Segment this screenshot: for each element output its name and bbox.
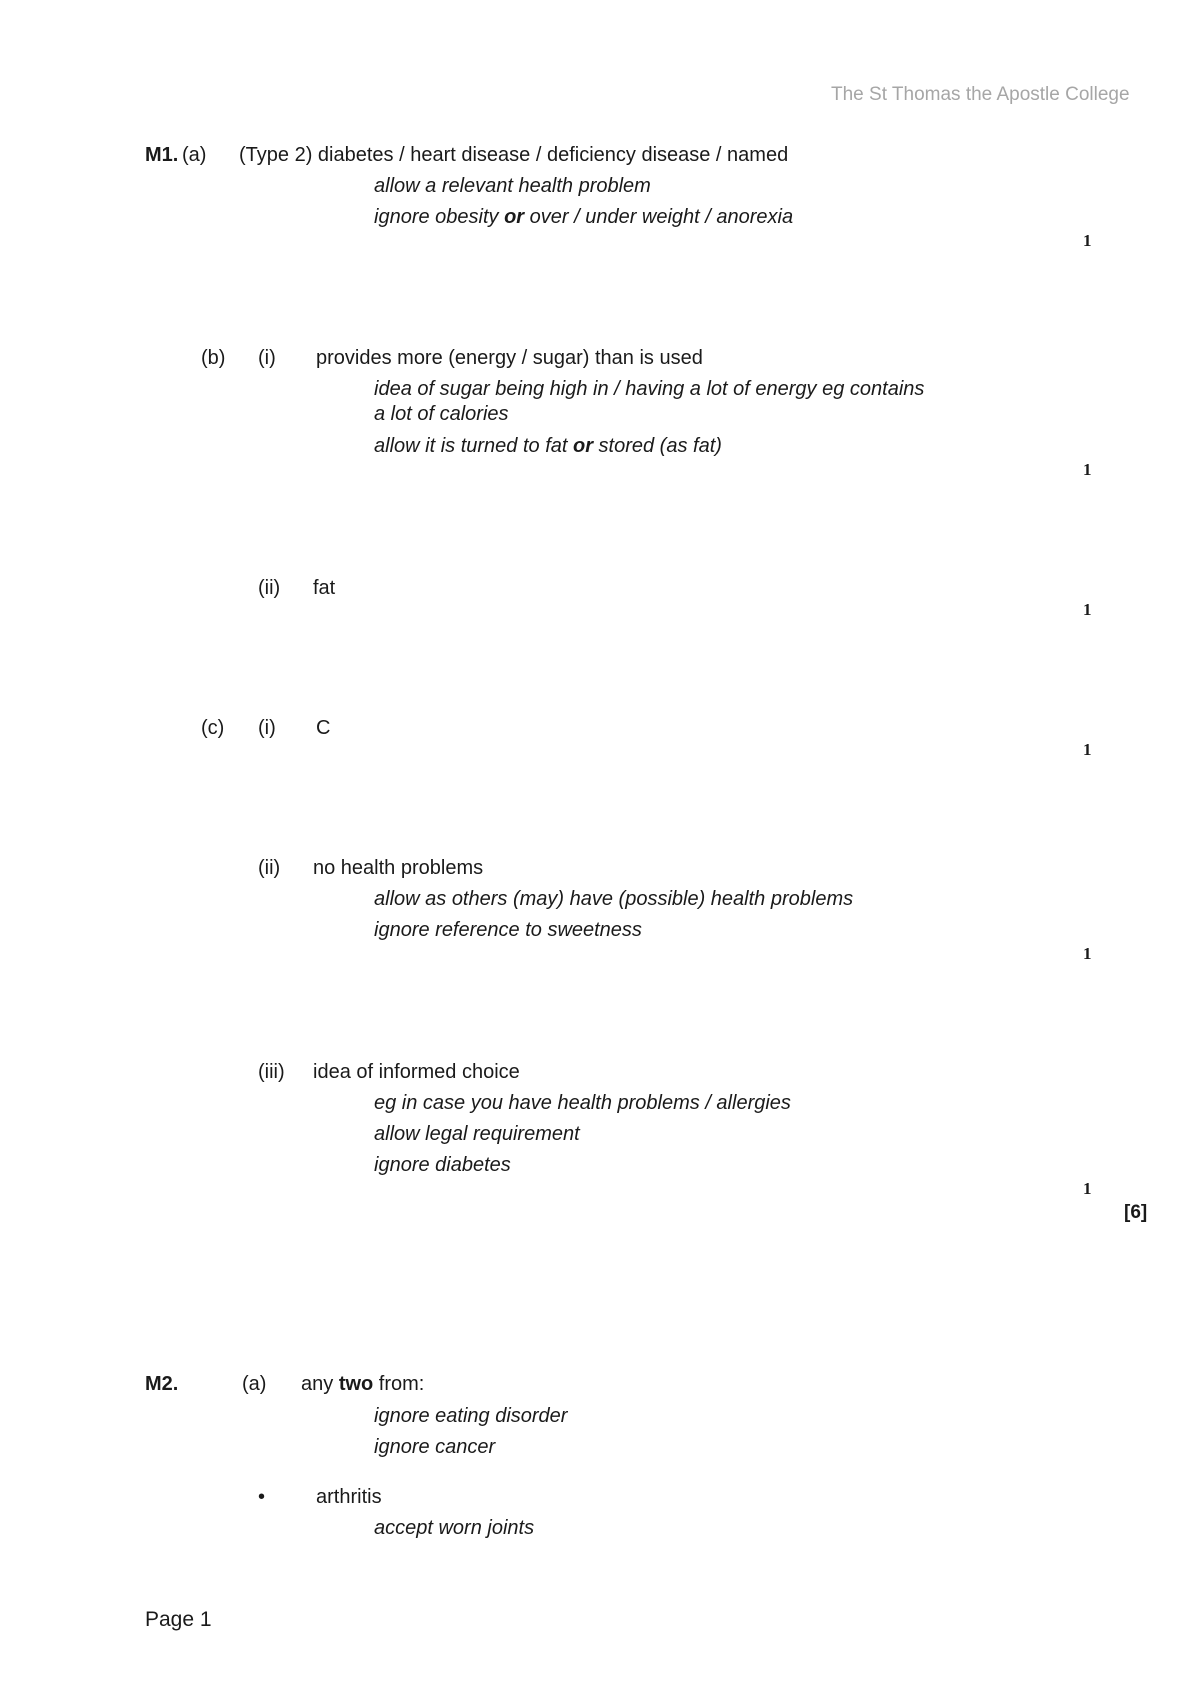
answer-text: provides more (energy / sugar) than is used xyxy=(316,347,703,369)
marking-note: idea of sugar being high in / having a lot of energy eg contains a lot of calories xyxy=(374,378,925,425)
subpart-label-i: (i) xyxy=(258,347,276,369)
part-label-c: (c) xyxy=(201,717,225,739)
mark-value: 1 xyxy=(1083,460,1092,479)
answer-text: C xyxy=(316,717,331,739)
answer-intro: any two from: xyxy=(301,1373,425,1395)
part-label-a: (a) xyxy=(182,144,207,166)
answer-text: no health problems xyxy=(313,857,484,879)
mark-value: 1 xyxy=(1083,1179,1092,1198)
marking-note: accept worn joints xyxy=(374,1517,535,1539)
marking-note: allow a relevant health problem xyxy=(374,175,651,197)
marking-note: ignore reference to sweetness xyxy=(374,919,642,941)
subpart-label-i: (i) xyxy=(258,717,276,739)
answer-text: arthritis xyxy=(316,1486,382,1508)
mark-value: 1 xyxy=(1083,944,1092,963)
answer-text: (Type 2) diabetes / heart disease / deficiency disease / named xyxy=(239,144,789,166)
marking-note: allow it is turned to fat or stored (as fat) xyxy=(374,435,722,457)
subpart-label-ii: (ii) xyxy=(258,577,281,599)
subpart-label-ii: (ii) xyxy=(258,857,281,879)
mark-value: 1 xyxy=(1083,231,1092,250)
school-header: The St Thomas the Apostle College xyxy=(831,84,1130,105)
marking-note: ignore obesity or over / under weight / anorexia xyxy=(374,206,794,228)
marking-note: allow legal requirement xyxy=(374,1123,580,1145)
page-number: Page 1 xyxy=(145,1608,212,1631)
subpart-label-iii: (iii) xyxy=(258,1061,285,1083)
marking-note: eg in case you have health problems / allergies xyxy=(374,1092,791,1114)
marking-note: ignore diabetes xyxy=(374,1154,511,1176)
mark-value: 1 xyxy=(1083,600,1092,619)
question-label-m2: M2. xyxy=(145,1373,179,1395)
question-total: [6] xyxy=(1124,1202,1148,1223)
question-label-m1: M1. xyxy=(145,144,179,166)
answer-text: fat xyxy=(313,577,336,599)
part-label-a: (a) xyxy=(242,1373,267,1395)
marking-note: ignore cancer xyxy=(374,1436,496,1458)
marking-note: allow as others (may) have (possible) health problems xyxy=(374,888,854,910)
part-label-b: (b) xyxy=(201,347,226,369)
mark-value: 1 xyxy=(1083,740,1092,759)
answer-text: idea of informed choice xyxy=(313,1061,520,1083)
marking-note: ignore eating disorder xyxy=(374,1405,568,1427)
bullet-icon: • xyxy=(258,1486,266,1508)
